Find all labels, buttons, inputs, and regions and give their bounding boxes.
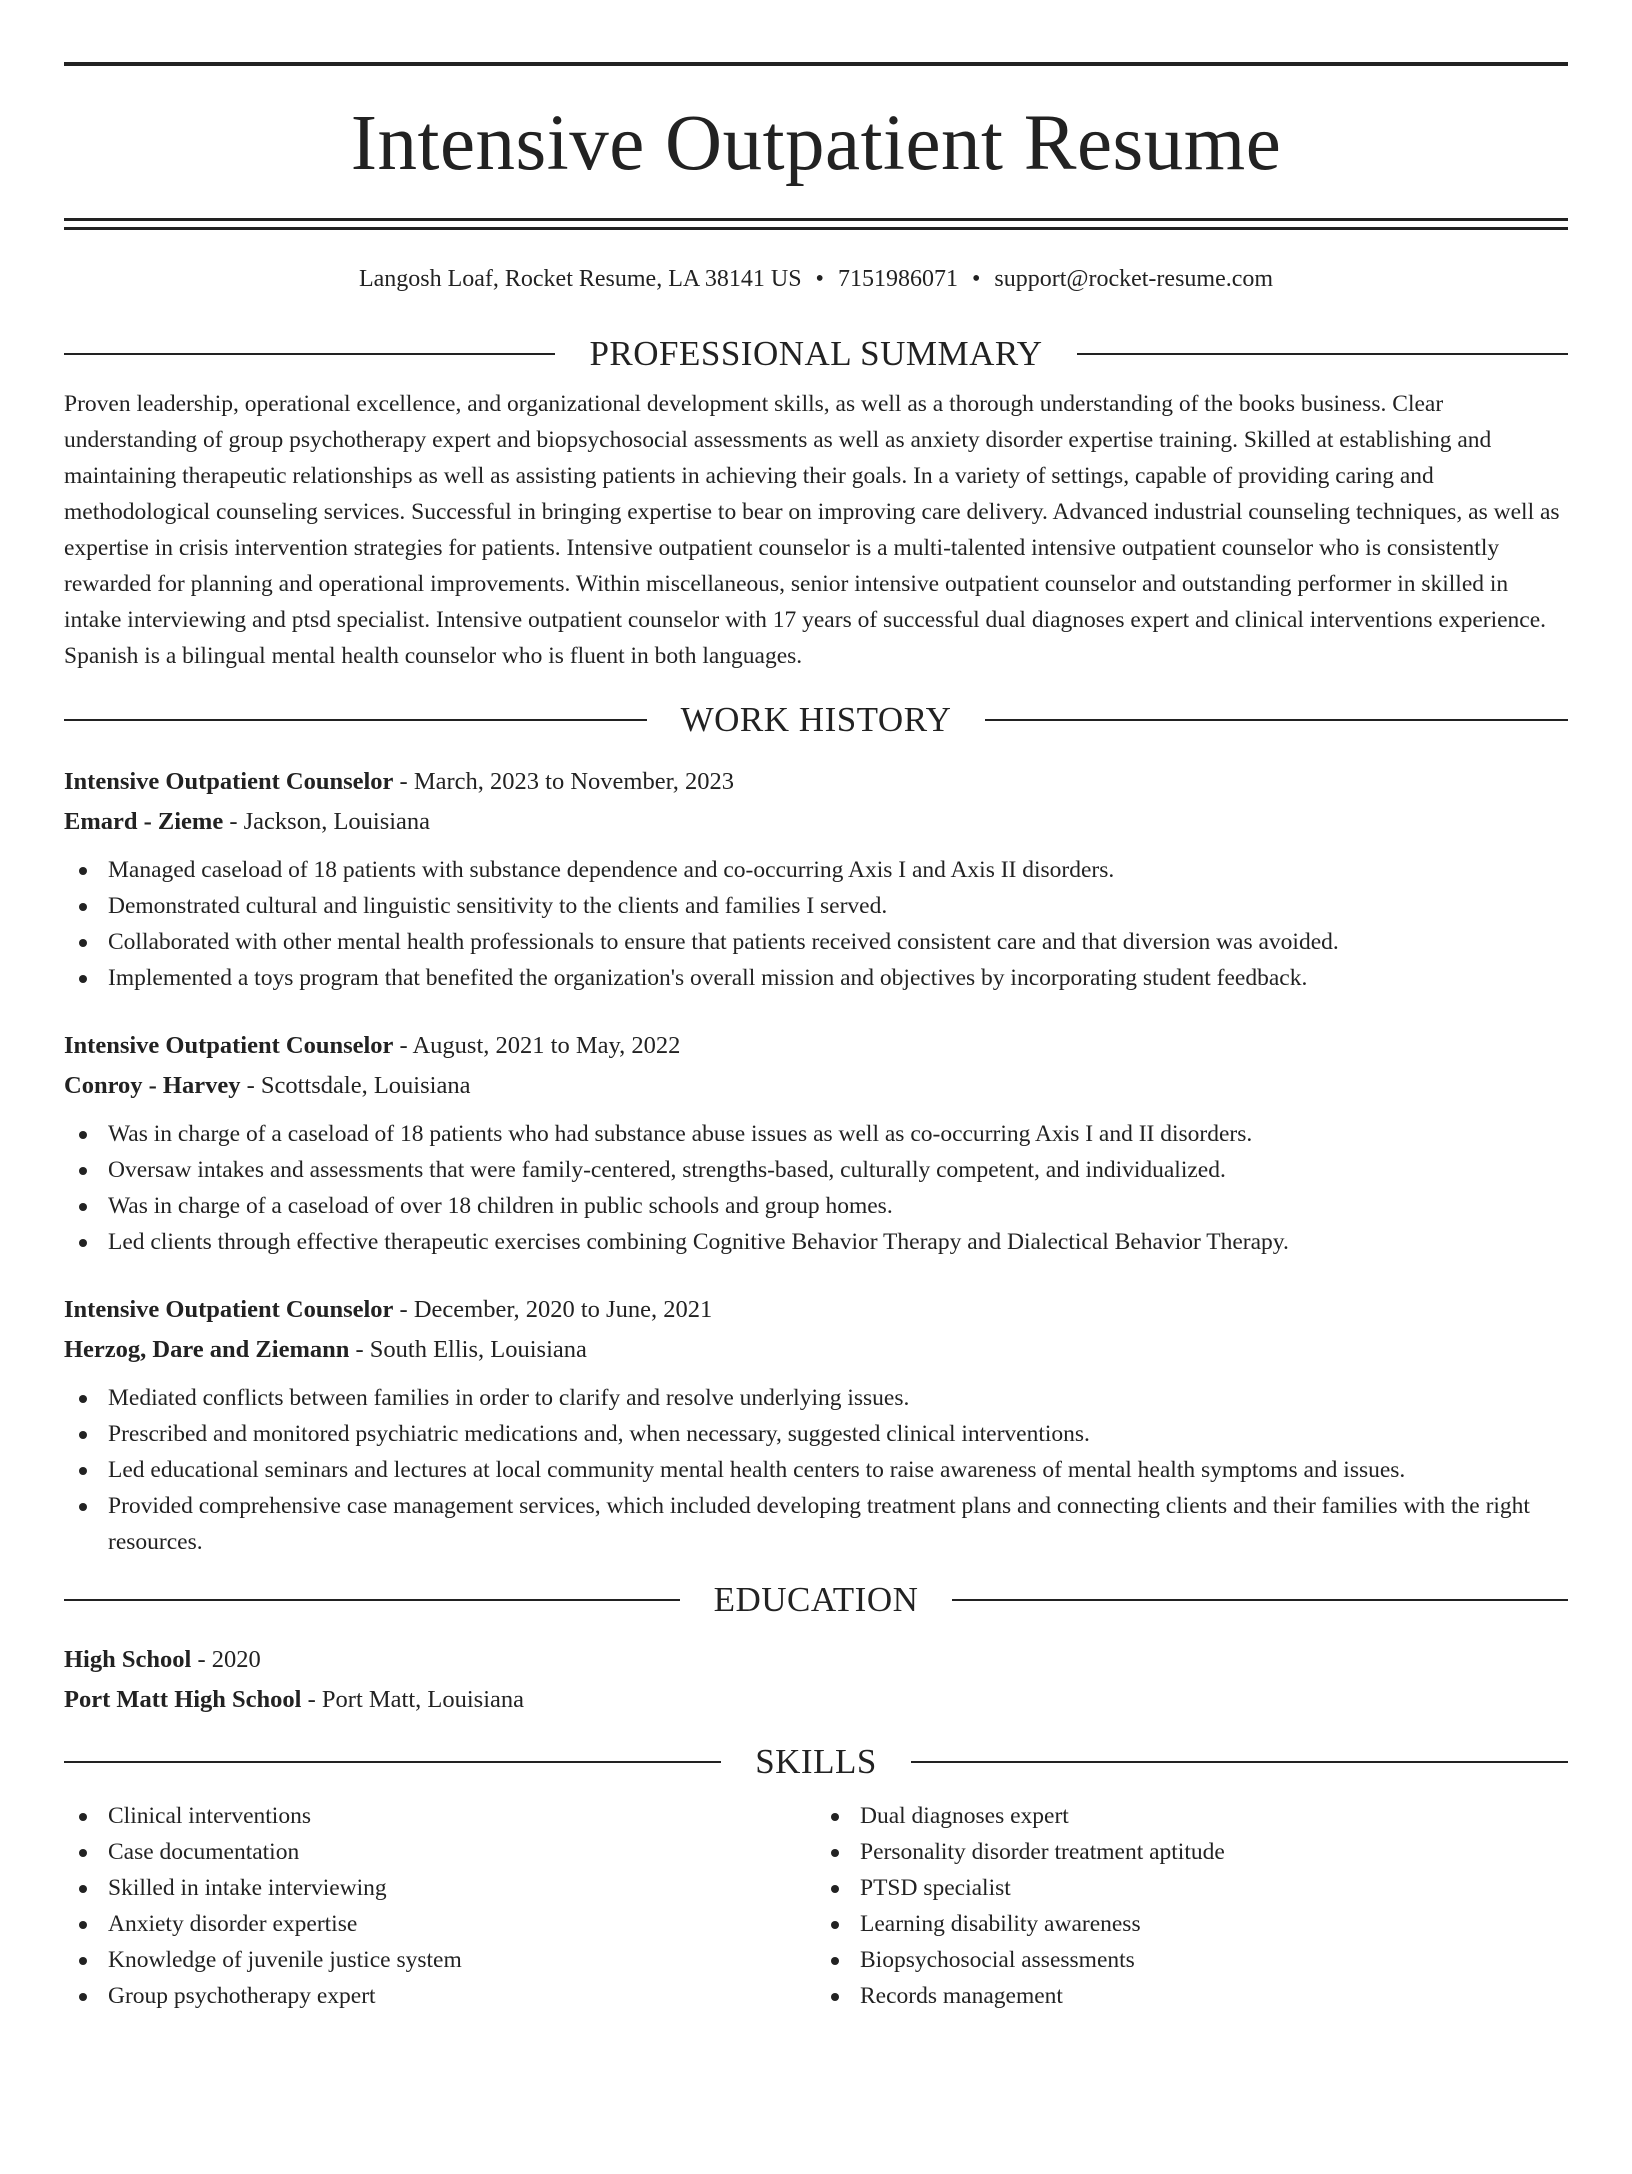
- list-item: [64, 1870, 816, 1906]
- list-item: [64, 1834, 816, 1870]
- bullet-icon: [79, 1957, 87, 1965]
- skill-text: Anxiety disorder expertise: [108, 1910, 358, 1937]
- job-title-line: [64, 1290, 1568, 1330]
- section-title: WORK HISTORY: [680, 699, 952, 739]
- job-title: Intensive Outpatient Counselor: [64, 1295, 394, 1323]
- skill-text: Biopsychosocial assessments: [860, 1946, 1135, 1973]
- bullet-icon: [79, 1885, 87, 1893]
- education-degree: High School: [64, 1645, 192, 1673]
- skills-list: [64, 1798, 816, 2014]
- job-bullets: [64, 852, 1568, 996]
- job-title: Intensive Outpatient Counselor: [64, 1031, 394, 1059]
- skill-text: Clinical interventions: [108, 1802, 311, 1829]
- section-rule: [952, 1599, 1568, 1601]
- bullet-icon: [79, 939, 87, 947]
- bullet-text: Prescribed and monitored psychiatric medications and, when necessary, suggested clinical interventions.: [108, 1420, 1090, 1447]
- list-item: [816, 1870, 1568, 1906]
- section-title: SKILLS: [755, 1741, 877, 1781]
- bullet-icon: [831, 1993, 839, 2001]
- section-header-skills: [64, 1740, 1568, 1784]
- bullet-text: Was in charge of a caseload of over 18 children in public schools and group homes.: [108, 1192, 893, 1219]
- list-item: [816, 1834, 1568, 1870]
- top-rule: [64, 62, 1568, 66]
- section-header-education: [64, 1578, 1568, 1622]
- skill-text: PTSD specialist: [860, 1874, 1011, 1901]
- contact-separator: •: [815, 266, 824, 292]
- bullet-text: Was in charge of a caseload of 18 patients who had substance abuse issues as well as co-occurring Axis I and II disorders.: [108, 1120, 1253, 1147]
- skill-text: Knowledge of juvenile justice system: [108, 1946, 462, 1973]
- job-entry: [64, 762, 1568, 996]
- list-item: [816, 1798, 1568, 1834]
- resume-page: [0, 62, 1632, 2174]
- section-rule: [64, 1761, 721, 1763]
- list-item: [64, 1978, 816, 2014]
- bullet-icon: [79, 1395, 87, 1403]
- job-company: Conroy - Harvey: [64, 1071, 241, 1099]
- skill-text: Learning disability awareness: [860, 1910, 1141, 1937]
- bullet-icon: [79, 1813, 87, 1821]
- education-school: Port Matt High School: [64, 1685, 302, 1713]
- job-location: - Scottsdale, Louisiana: [246, 1071, 471, 1099]
- job-company: Herzog, Dare and Ziemann: [64, 1335, 350, 1363]
- bullet-text: Led clients through effective therapeutic exercises combining Cognitive Behavior Therapy and Dialectical Behavior Therapy.: [108, 1228, 1289, 1255]
- bullet-icon: [79, 1467, 87, 1475]
- job-bullets: [64, 1380, 1568, 1560]
- bullet-icon: [79, 903, 87, 911]
- education-entry: [64, 1640, 1568, 1720]
- list-item: [64, 924, 1568, 960]
- bullet-icon: [831, 1957, 839, 1965]
- education-school-line: [64, 1680, 1568, 1720]
- job-entry: [64, 1026, 1568, 1260]
- list-item: [64, 1798, 816, 1834]
- skills-column-left: [64, 1798, 816, 2014]
- bullet-icon: [79, 1921, 87, 1929]
- section-rule: [64, 719, 647, 721]
- skill-text: Skilled in intake interviewing: [108, 1874, 387, 1901]
- skill-text: Dual diagnoses expert: [860, 1802, 1069, 1829]
- bullet-icon: [79, 1203, 87, 1211]
- bullet-icon: [831, 1813, 839, 1821]
- list-item: [64, 960, 1568, 996]
- list-item: [64, 1906, 816, 1942]
- job-company-line: [64, 1066, 1568, 1106]
- section-rule: [64, 353, 555, 355]
- bullet-icon: [79, 1239, 87, 1247]
- job-bullets: [64, 1116, 1568, 1260]
- section-rule: [985, 719, 1568, 721]
- bullet-icon: [79, 975, 87, 983]
- contact-email: support@rocket-resume.com: [994, 266, 1274, 292]
- contact-phone: 7151986071: [837, 266, 958, 292]
- bullet-text: Oversaw intakes and assessments that were family-centered, strengths-based, culturally competent, and individualized.: [108, 1156, 1226, 1183]
- bullet-icon: [79, 1503, 87, 1511]
- contact-address: Langosh Loaf, Rocket Resume, LA 38141 US: [358, 266, 802, 292]
- list-item: [64, 1416, 1568, 1452]
- education-degree-line: [64, 1640, 1568, 1680]
- bullet-text: Provided comprehensive case management services, which included developing treatment plans and connecting clients and their families with the right resources.: [108, 1492, 1530, 1555]
- section-title: PROFESSIONAL SUMMARY: [589, 334, 1043, 373]
- list-item: [816, 1942, 1568, 1978]
- bullet-text: Implemented a toys program that benefited the organization's overall mission and objectives by incorporating student feedback.: [108, 964, 1308, 991]
- section-rule: [1077, 353, 1568, 355]
- list-item: [64, 852, 1568, 888]
- skill-text: Records management: [860, 1982, 1063, 2009]
- job-company-line: [64, 1330, 1568, 1370]
- job-title-line: [64, 762, 1568, 802]
- title-double-rule: [64, 218, 1568, 230]
- job-title: Intensive Outpatient Counselor: [64, 767, 394, 795]
- skill-text: Case documentation: [108, 1838, 300, 1865]
- list-item: [816, 1978, 1568, 2014]
- bullet-text: Managed caseload of 18 patients with substance dependence and co-occurring Axis I and Axis II disorders.: [108, 856, 1115, 883]
- contact-separator: •: [971, 266, 981, 292]
- bullet-text: Demonstrated cultural and linguistic sensitivity to the clients and families I served.: [108, 892, 888, 919]
- job-dates: - December, 2020 to June, 2021: [399, 1295, 713, 1323]
- job-dates: - August, 2021 to May, 2022: [399, 1031, 681, 1059]
- job-location: - South Ellis, Louisiana: [355, 1335, 587, 1363]
- skills-column-right: [816, 1798, 1568, 2014]
- education-location: - Port Matt, Louisiana: [307, 1685, 525, 1713]
- section-header-work-history: [64, 698, 1568, 742]
- skills-grid: [64, 1798, 1568, 2014]
- list-item: [64, 1116, 1568, 1152]
- bullet-text: Led educational seminars and lectures at local community mental health centers to raise awareness of mental health symptoms and issues.: [108, 1456, 1406, 1483]
- job-location: - Jackson, Louisiana: [229, 807, 431, 835]
- list-item: [64, 888, 1568, 924]
- section-rule: [64, 1599, 680, 1601]
- job-title-line: [64, 1026, 1568, 1066]
- education-year: - 2020: [197, 1645, 261, 1673]
- job-dates: - March, 2023 to November, 2023: [399, 767, 735, 795]
- skill-text: Personality disorder treatment aptitude: [860, 1838, 1225, 1865]
- bullet-icon: [79, 1849, 87, 1857]
- summary-paragraph: Proven leadership, operational excellence, and organizational development skills, as well as a thorough understanding of the books business. Clear understanding of group psychotherapy expert and biopsychosocial assessments as well as anxiety disorder expertise training. Skilled at establishing and maintaining therapeutic relationships as well as assisting patients in achieving their goals. In a variety of settings, capable of providing caring and methodological counseling services. Successful in bringing expertise to bear on improving care delivery. Advanced industrial counseling techniques, as well as expertise in crisis intervention strategies for patients. Intensive outpatient counselor is a multi-talented intensive outpatient counselor who is consistently rewarded for planning and operational improvements. Within miscellaneous, senior intensive outpatient counselor and outstanding performer in skilled in intake interviewing and ptsd specialist. Intensive outpatient counselor with 17 years of successful dual diagnoses expert and clinical interventions experience. Spanish is a bilingual mental health counselor who is fluent in both languages.: [64, 391, 1560, 669]
- bullet-icon: [831, 1885, 839, 1893]
- list-item: [64, 1380, 1568, 1416]
- list-item: [64, 1224, 1568, 1260]
- list-item: [64, 1152, 1568, 1188]
- list-item: [64, 1188, 1568, 1224]
- skills-list: [816, 1798, 1568, 2014]
- section-title: EDUCATION: [713, 1579, 919, 1619]
- job-company: Emard - Zieme: [64, 807, 224, 835]
- list-item: [816, 1906, 1568, 1942]
- section-rule: [911, 1761, 1568, 1763]
- bullet-icon: [831, 1921, 839, 1929]
- list-item: [64, 1488, 1568, 1560]
- skill-text: Group psychotherapy expert: [108, 1982, 376, 2009]
- section-header-summary: [64, 332, 1568, 376]
- bullet-icon: [79, 1167, 87, 1175]
- job-company-line: [64, 802, 1568, 842]
- resume-title: Intensive Outpatient Resume: [350, 100, 1282, 187]
- bullet-icon: [79, 1131, 87, 1139]
- bullet-text: Mediated conflicts between families in order to clarify and resolve underlying issues.: [108, 1384, 910, 1411]
- bullet-icon: [79, 1431, 87, 1439]
- bullet-text: Collaborated with other mental health professionals to ensure that patients received consistent care and that diversion was avoided.: [108, 928, 1339, 955]
- list-item: [64, 1942, 816, 1978]
- bullet-icon: [831, 1849, 839, 1857]
- bullet-icon: [79, 1993, 87, 2001]
- job-entry: [64, 1290, 1568, 1560]
- list-item: [64, 1452, 1568, 1488]
- contact-line: [64, 264, 1568, 294]
- bullet-icon: [79, 867, 87, 875]
